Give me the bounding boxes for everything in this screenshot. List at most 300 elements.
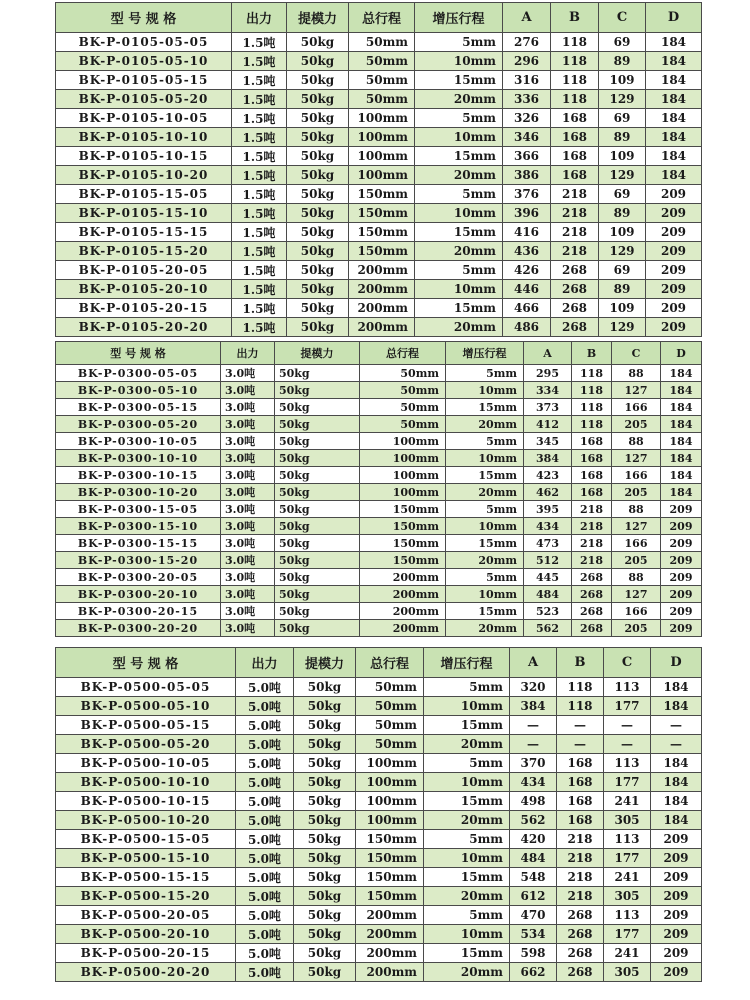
dim-d-cell: 209 <box>646 299 702 318</box>
boost-stroke-cell: 10mm <box>446 450 524 467</box>
boost-stroke-cell: 5mm <box>446 365 524 382</box>
lift-force-cell: 50kg <box>275 603 360 620</box>
total-stroke-cell: 150mm <box>360 501 446 518</box>
header-d: D <box>661 342 702 365</box>
table-row <box>56 90 702 109</box>
dim-c-cell: 113 <box>604 754 651 773</box>
total-stroke-cell: 50mm <box>349 90 415 109</box>
force-cell: 3.0吨 <box>221 535 275 552</box>
total-stroke-cell: 100mm <box>360 467 446 484</box>
dim-b-cell: 268 <box>557 944 604 963</box>
header-d: D <box>646 3 702 33</box>
boost-stroke-cell: 10mm <box>415 52 503 71</box>
total-stroke-cell: 100mm <box>356 773 424 792</box>
header-total-stroke: 总行程 <box>349 3 415 33</box>
lift-force-cell: 50kg <box>294 925 356 944</box>
model-cell: BK-P-0500-10-10 <box>56 773 236 792</box>
table-row <box>56 382 702 399</box>
boost-stroke-cell: 5mm <box>415 261 503 280</box>
boost-stroke-cell: 20mm <box>424 735 510 754</box>
header-d: D <box>651 648 702 678</box>
dim-d-cell: 184 <box>646 128 702 147</box>
model-cell: BK-P-0500-15-05 <box>56 830 236 849</box>
dim-b-cell: 268 <box>572 569 612 586</box>
total-stroke-cell: 150mm <box>356 887 424 906</box>
dim-a-cell: 320 <box>510 678 557 697</box>
dim-c-cell: 205 <box>612 484 661 501</box>
model-cell: BK-P-0300-20-05 <box>56 569 221 586</box>
boost-stroke-cell: 10mm <box>424 925 510 944</box>
table-row <box>56 552 702 569</box>
force-cell: 1.5吨 <box>232 109 287 128</box>
model-cell: BK-P-0105-05-10 <box>56 52 232 71</box>
dim-b-cell: 268 <box>557 925 604 944</box>
table-row <box>56 518 702 535</box>
dim-b-cell: 218 <box>557 887 604 906</box>
dim-b-cell: 118 <box>572 416 612 433</box>
lift-force-cell: 50kg <box>287 128 349 147</box>
lift-force-cell: 50kg <box>287 280 349 299</box>
dim-d-cell: 209 <box>646 280 702 299</box>
dim-b-cell: 268 <box>551 280 599 299</box>
model-cell: BK-P-0105-15-15 <box>56 223 232 242</box>
force-cell: 1.5吨 <box>232 299 287 318</box>
dim-c-cell: 109 <box>599 299 646 318</box>
dim-c-cell: 109 <box>599 223 646 242</box>
dim-a-cell: 434 <box>510 773 557 792</box>
dim-d-cell: 209 <box>651 849 702 868</box>
boost-stroke-cell: 20mm <box>424 811 510 830</box>
dim-c-cell: 177 <box>604 925 651 944</box>
boost-stroke-cell: 15mm <box>415 147 503 166</box>
dim-a-cell: — <box>510 716 557 735</box>
dim-d-cell: — <box>651 716 702 735</box>
total-stroke-cell: 200mm <box>356 963 424 982</box>
dim-b-cell: 168 <box>572 450 612 467</box>
force-cell: 3.0吨 <box>221 620 275 637</box>
table-row <box>56 925 702 944</box>
table-row <box>56 586 702 603</box>
lift-force-cell: 50kg <box>275 518 360 535</box>
boost-stroke-cell: 5mm <box>446 569 524 586</box>
dim-d-cell: 184 <box>661 365 702 382</box>
lift-force-cell: 50kg <box>294 811 356 830</box>
force-cell: 3.0吨 <box>221 450 275 467</box>
model-cell: BK-P-0105-10-15 <box>56 147 232 166</box>
dim-c-cell: 177 <box>604 697 651 716</box>
lift-force-cell: 50kg <box>294 678 356 697</box>
lift-force-cell: 50kg <box>287 185 349 204</box>
header-b: B <box>551 3 599 33</box>
model-cell: BK-P-0300-05-05 <box>56 365 221 382</box>
dim-d-cell: 184 <box>646 147 702 166</box>
boost-stroke-cell: 20mm <box>415 166 503 185</box>
dim-c-cell: 166 <box>612 535 661 552</box>
dim-b-cell: 168 <box>551 147 599 166</box>
total-stroke-cell: 50mm <box>356 735 424 754</box>
dim-c-cell: 88 <box>612 365 661 382</box>
lift-force-cell: 50kg <box>294 735 356 754</box>
dim-c-cell: 241 <box>604 792 651 811</box>
table-row <box>56 33 702 52</box>
force-cell: 5.0吨 <box>236 792 294 811</box>
spec-table-1-5-ton <box>55 2 702 337</box>
dim-b-cell: 218 <box>557 830 604 849</box>
boost-stroke-cell: 15mm <box>415 71 503 90</box>
table-header-row <box>56 3 702 33</box>
dim-c-cell: 69 <box>599 33 646 52</box>
model-cell: BK-P-0500-05-20 <box>56 735 236 754</box>
model-cell: BK-P-0105-05-15 <box>56 71 232 90</box>
total-stroke-cell: 200mm <box>360 586 446 603</box>
dim-a-cell: 420 <box>510 830 557 849</box>
dim-d-cell: — <box>651 735 702 754</box>
model-cell: BK-P-0105-05-05 <box>56 33 232 52</box>
dim-b-cell: 168 <box>572 467 612 484</box>
lift-force-cell: 50kg <box>275 535 360 552</box>
model-cell: BK-P-0300-20-20 <box>56 620 221 637</box>
dim-a-cell: 434 <box>524 518 572 535</box>
boost-stroke-cell: 20mm <box>446 620 524 637</box>
dim-d-cell: 209 <box>661 535 702 552</box>
dim-d-cell: 184 <box>651 773 702 792</box>
dim-a-cell: 486 <box>503 318 551 337</box>
force-cell: 3.0吨 <box>221 518 275 535</box>
total-stroke-cell: 100mm <box>356 792 424 811</box>
table-row <box>56 906 702 925</box>
table-row <box>56 620 702 637</box>
header-lift-force: 提模力 <box>294 648 356 678</box>
dim-d-cell: 209 <box>661 603 702 620</box>
lift-force-cell: 50kg <box>294 906 356 925</box>
dim-c-cell: 305 <box>604 811 651 830</box>
model-cell: BK-P-0500-05-10 <box>56 697 236 716</box>
model-cell: BK-P-0300-10-20 <box>56 484 221 501</box>
dim-d-cell: 209 <box>646 242 702 261</box>
dim-b-cell: 118 <box>551 33 599 52</box>
table-row <box>56 318 702 337</box>
force-cell: 3.0吨 <box>221 467 275 484</box>
dim-a-cell: 484 <box>510 849 557 868</box>
header-a: A <box>510 648 557 678</box>
boost-stroke-cell: 15mm <box>446 603 524 620</box>
lift-force-cell: 50kg <box>287 318 349 337</box>
dim-c-cell: 166 <box>612 467 661 484</box>
dim-d-cell: 184 <box>651 754 702 773</box>
force-cell: 1.5吨 <box>232 318 287 337</box>
dim-a-cell: 562 <box>510 811 557 830</box>
force-cell: 5.0吨 <box>236 773 294 792</box>
dim-a-cell: 412 <box>524 416 572 433</box>
dim-d-cell: 184 <box>646 90 702 109</box>
model-cell: BK-P-0105-15-10 <box>56 204 232 223</box>
table-row <box>56 773 702 792</box>
dim-c-cell: 205 <box>612 620 661 637</box>
boost-stroke-cell: 15mm <box>446 535 524 552</box>
dim-a-cell: 334 <box>524 382 572 399</box>
model-cell: BK-P-0300-15-20 <box>56 552 221 569</box>
dim-d-cell: 184 <box>661 484 702 501</box>
header-lift-force: 提模力 <box>275 342 360 365</box>
boost-stroke-cell: 10mm <box>415 204 503 223</box>
boost-stroke-cell: 10mm <box>424 849 510 868</box>
lift-force-cell: 50kg <box>294 754 356 773</box>
dim-a-cell: 426 <box>503 261 551 280</box>
force-cell: 1.5吨 <box>232 185 287 204</box>
model-cell: BK-P-0105-20-05 <box>56 261 232 280</box>
dim-c-cell: 89 <box>599 52 646 71</box>
force-cell: 1.5吨 <box>232 90 287 109</box>
header-boost-stroke: 增压行程 <box>446 342 524 365</box>
total-stroke-cell: 100mm <box>349 147 415 166</box>
force-cell: 5.0吨 <box>236 697 294 716</box>
table-row <box>56 280 702 299</box>
model-cell: BK-P-0500-10-15 <box>56 792 236 811</box>
dim-d-cell: 184 <box>661 433 702 450</box>
dim-d-cell: 184 <box>651 678 702 697</box>
dim-d-cell: 209 <box>661 552 702 569</box>
dim-c-cell: 177 <box>604 849 651 868</box>
lift-force-cell: 50kg <box>287 299 349 318</box>
dim-d-cell: 209 <box>651 868 702 887</box>
dim-a-cell: 462 <box>524 484 572 501</box>
lift-force-cell: 50kg <box>275 467 360 484</box>
boost-stroke-cell: 10mm <box>446 382 524 399</box>
dim-c-cell: — <box>604 716 651 735</box>
model-cell: BK-P-0300-05-20 <box>56 416 221 433</box>
dim-c-cell: 88 <box>612 569 661 586</box>
force-cell: 3.0吨 <box>221 365 275 382</box>
total-stroke-cell: 50mm <box>356 678 424 697</box>
boost-stroke-cell: 15mm <box>424 792 510 811</box>
dim-d-cell: 209 <box>661 569 702 586</box>
boost-stroke-cell: 15mm <box>424 944 510 963</box>
table-row <box>56 433 702 450</box>
dim-a-cell: 346 <box>503 128 551 147</box>
lift-force-cell: 50kg <box>287 52 349 71</box>
total-stroke-cell: 100mm <box>349 128 415 147</box>
dim-b-cell: 168 <box>551 109 599 128</box>
dim-c-cell: 305 <box>604 963 651 982</box>
dim-a-cell: 295 <box>524 365 572 382</box>
lift-force-cell: 50kg <box>287 33 349 52</box>
model-cell: BK-P-0300-10-15 <box>56 467 221 484</box>
dim-d-cell: 209 <box>661 518 702 535</box>
dim-b-cell: 218 <box>551 242 599 261</box>
header-lift-force: 提模力 <box>287 3 349 33</box>
model-cell: BK-P-0105-20-20 <box>56 318 232 337</box>
dim-a-cell: 345 <box>524 433 572 450</box>
dim-c-cell: 127 <box>612 518 661 535</box>
force-cell: 5.0吨 <box>236 678 294 697</box>
model-cell: BK-P-0500-15-20 <box>56 887 236 906</box>
dim-b-cell: 268 <box>572 586 612 603</box>
boost-stroke-cell: 15mm <box>415 223 503 242</box>
dim-d-cell: 209 <box>646 185 702 204</box>
model-cell: BK-P-0105-10-05 <box>56 109 232 128</box>
total-stroke-cell: 150mm <box>356 830 424 849</box>
table-row <box>56 697 702 716</box>
header-b: B <box>572 342 612 365</box>
dim-c-cell: 113 <box>604 906 651 925</box>
dim-a-cell: 384 <box>510 697 557 716</box>
dim-b-cell: 268 <box>557 906 604 925</box>
dim-a-cell: 598 <box>510 944 557 963</box>
dim-c-cell: 241 <box>604 944 651 963</box>
boost-stroke-cell: 15mm <box>446 467 524 484</box>
dim-d-cell: 209 <box>646 204 702 223</box>
dim-b-cell: 118 <box>572 365 612 382</box>
dim-d-cell: 209 <box>661 620 702 637</box>
boost-stroke-cell: 10mm <box>446 586 524 603</box>
model-cell: BK-P-0300-10-05 <box>56 433 221 450</box>
table-row <box>56 868 702 887</box>
header-model: 型 号 规 格 <box>56 3 232 33</box>
model-cell: BK-P-0300-05-10 <box>56 382 221 399</box>
table-row <box>56 678 702 697</box>
table-row <box>56 365 702 382</box>
force-cell: 3.0吨 <box>221 586 275 603</box>
dim-c-cell: 109 <box>599 71 646 90</box>
dim-d-cell: 184 <box>646 33 702 52</box>
force-cell: 1.5吨 <box>232 166 287 185</box>
dim-a-cell: 436 <box>503 242 551 261</box>
dim-b-cell: 268 <box>572 620 612 637</box>
total-stroke-cell: 150mm <box>356 849 424 868</box>
dim-b-cell: 118 <box>572 382 612 399</box>
lift-force-cell: 50kg <box>275 399 360 416</box>
force-cell: 5.0吨 <box>236 811 294 830</box>
dim-c-cell: 129 <box>599 318 646 337</box>
dim-d-cell: 184 <box>651 811 702 830</box>
dim-c-cell: 205 <box>612 552 661 569</box>
table-row <box>56 603 702 620</box>
dim-b-cell: 268 <box>551 299 599 318</box>
header-force: 出力 <box>232 3 287 33</box>
dim-d-cell: 209 <box>651 963 702 982</box>
force-cell: 1.5吨 <box>232 33 287 52</box>
dim-d-cell: 184 <box>661 467 702 484</box>
dim-b-cell: 218 <box>572 501 612 518</box>
dim-c-cell: 166 <box>612 603 661 620</box>
dim-c-cell: 127 <box>612 382 661 399</box>
lift-force-cell: 50kg <box>287 166 349 185</box>
dim-d-cell: 209 <box>646 318 702 337</box>
dim-c-cell: 88 <box>612 501 661 518</box>
model-cell: BK-P-0105-15-20 <box>56 242 232 261</box>
total-stroke-cell: 50mm <box>349 33 415 52</box>
header-c: C <box>604 648 651 678</box>
total-stroke-cell: 100mm <box>356 754 424 773</box>
total-stroke-cell: 50mm <box>356 697 424 716</box>
dim-c-cell: 305 <box>604 887 651 906</box>
lift-force-cell: 50kg <box>294 773 356 792</box>
boost-stroke-cell: 5mm <box>415 33 503 52</box>
dim-b-cell: 168 <box>551 166 599 185</box>
dim-a-cell: 470 <box>510 906 557 925</box>
model-cell: BK-P-0105-20-10 <box>56 280 232 299</box>
force-cell: 3.0吨 <box>221 433 275 450</box>
force-cell: 3.0吨 <box>221 382 275 399</box>
total-stroke-cell: 100mm <box>349 166 415 185</box>
spec-table-3-0-ton <box>55 341 702 637</box>
model-cell: BK-P-0300-15-05 <box>56 501 221 518</box>
total-stroke-cell: 100mm <box>360 450 446 467</box>
dim-d-cell: 184 <box>646 109 702 128</box>
lift-force-cell: 50kg <box>287 223 349 242</box>
force-cell: 5.0吨 <box>236 868 294 887</box>
spec-table-5-0-ton <box>55 647 702 982</box>
lift-force-cell: 50kg <box>287 261 349 280</box>
table-row <box>56 792 702 811</box>
model-cell: BK-P-0500-15-10 <box>56 849 236 868</box>
dim-c-cell: 88 <box>612 433 661 450</box>
table-row <box>56 204 702 223</box>
dim-a-cell: 548 <box>510 868 557 887</box>
force-cell: 1.5吨 <box>232 204 287 223</box>
total-stroke-cell: 150mm <box>349 204 415 223</box>
force-cell: 1.5吨 <box>232 147 287 166</box>
dim-b-cell: 268 <box>557 963 604 982</box>
lift-force-cell: 50kg <box>275 450 360 467</box>
total-stroke-cell: 200mm <box>349 261 415 280</box>
table-row <box>56 299 702 318</box>
boost-stroke-cell: 10mm <box>424 773 510 792</box>
lift-force-cell: 50kg <box>294 944 356 963</box>
dim-c-cell: 69 <box>599 185 646 204</box>
force-cell: 3.0吨 <box>221 399 275 416</box>
force-cell: 1.5吨 <box>232 71 287 90</box>
total-stroke-cell: 50mm <box>360 399 446 416</box>
lift-force-cell: 50kg <box>294 849 356 868</box>
dim-d-cell: 184 <box>661 382 702 399</box>
lift-force-cell: 50kg <box>287 71 349 90</box>
dim-a-cell: 316 <box>503 71 551 90</box>
dim-d-cell: 209 <box>661 586 702 603</box>
boost-stroke-cell: 10mm <box>415 128 503 147</box>
total-stroke-cell: 200mm <box>349 299 415 318</box>
dim-c-cell: 89 <box>599 280 646 299</box>
total-stroke-cell: 200mm <box>349 318 415 337</box>
table-row <box>56 109 702 128</box>
table-row <box>56 52 702 71</box>
dim-a-cell: 416 <box>503 223 551 242</box>
header-total-stroke: 总行程 <box>356 648 424 678</box>
boost-stroke-cell: 20mm <box>424 887 510 906</box>
dim-d-cell: 184 <box>661 450 702 467</box>
force-cell: 1.5吨 <box>232 223 287 242</box>
dim-d-cell: 209 <box>651 887 702 906</box>
dim-d-cell: 184 <box>646 71 702 90</box>
boost-stroke-cell: 15mm <box>424 716 510 735</box>
table-row <box>56 261 702 280</box>
dim-b-cell: 218 <box>557 868 604 887</box>
force-cell: 5.0吨 <box>236 754 294 773</box>
dim-d-cell: 209 <box>651 906 702 925</box>
model-cell: BK-P-0105-15-05 <box>56 185 232 204</box>
dim-c-cell: 129 <box>599 166 646 185</box>
dim-b-cell: 218 <box>572 535 612 552</box>
model-cell: BK-P-0500-05-15 <box>56 716 236 735</box>
lift-force-cell: 50kg <box>275 484 360 501</box>
boost-stroke-cell: 5mm <box>424 754 510 773</box>
dim-b-cell: 268 <box>551 318 599 337</box>
lift-force-cell: 50kg <box>275 416 360 433</box>
dim-b-cell: 118 <box>557 697 604 716</box>
total-stroke-cell: 50mm <box>360 365 446 382</box>
lift-force-cell: 50kg <box>287 147 349 166</box>
dim-d-cell: 184 <box>651 792 702 811</box>
